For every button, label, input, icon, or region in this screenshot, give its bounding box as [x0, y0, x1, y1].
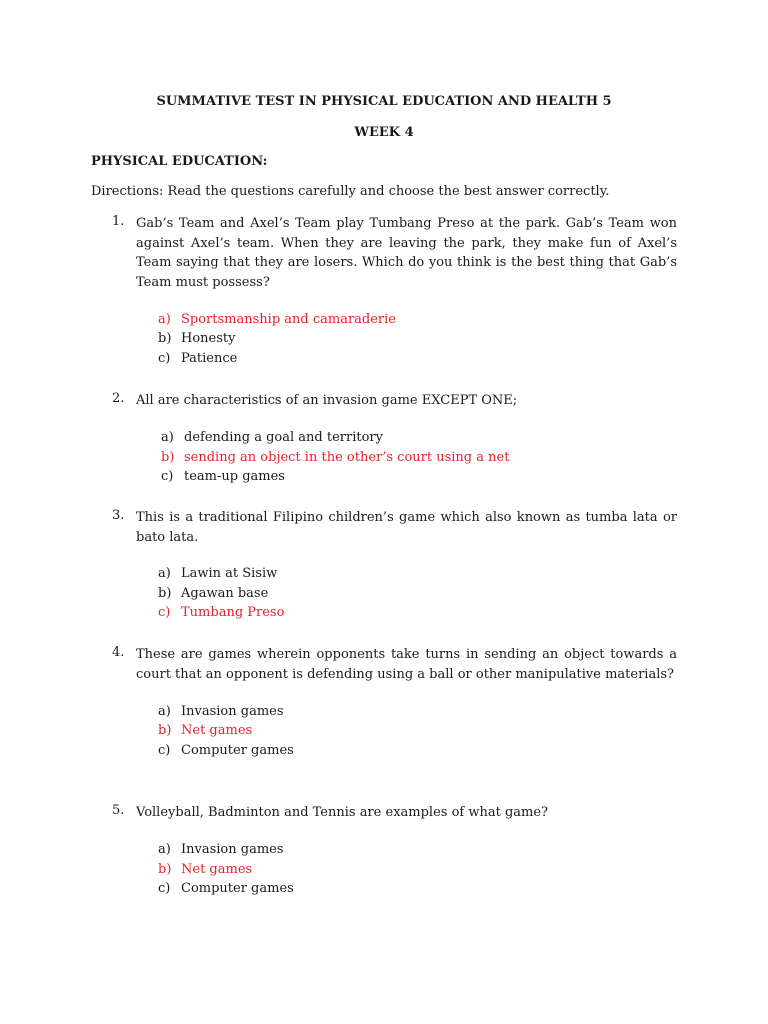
option-text: defending a goal and territory: [184, 430, 383, 445]
option-text: Sportsmanship and camaraderie: [181, 312, 397, 327]
option-text: Net games: [181, 862, 253, 877]
option-label: b): [158, 586, 172, 601]
option-label: c): [158, 605, 171, 620]
option-label: c): [161, 469, 174, 484]
option-label: c): [158, 743, 171, 758]
week-label: WEEK 4: [354, 125, 414, 140]
option-text: Invasion games: [181, 704, 284, 719]
section-heading: PHYSICAL EDUCATION:: [91, 154, 268, 169]
option-a: [158, 704, 284, 719]
option-b: [158, 331, 235, 346]
test-title: SUMMATIVE TEST IN PHYSICAL EDUCATION AND HEALTH 5: [156, 94, 612, 109]
question-number: 3.: [112, 508, 125, 523]
option-text: Computer games: [181, 743, 294, 758]
option-a: [158, 842, 284, 857]
option-c: [158, 881, 294, 896]
option-label: a): [158, 704, 171, 719]
option-c: [158, 605, 284, 620]
question-text: These are games wherein opponents take turns in sending an object towards a court that an opponent is defending using a ball or other manipulative materials?: [136, 647, 677, 682]
question-text: Gab’s Team and Axel’s Team play Tumbang Preso at the park. Gab’s Team won against Axel’s team. When they are leaving the park, they make fun of Axel’s Team saying that they are losers. Which do you think is the best thing that Gab’s Team must possess?: [136, 216, 677, 290]
option-text: Tumbang Preso: [181, 605, 285, 620]
question-text: This is a traditional Filipino children’s game which also known as tumba lata or bato lata.: [136, 510, 677, 545]
option-c: [158, 743, 294, 758]
option-text: Agawan base: [181, 586, 269, 601]
option-label: c): [158, 881, 171, 896]
option-c: [161, 469, 285, 484]
question-text: All are characteristics of an invasion game EXCEPT ONE;: [136, 393, 518, 408]
question-number: 2.: [112, 391, 125, 406]
option-label: b): [158, 331, 172, 346]
option-b: [161, 450, 509, 465]
option-b: [158, 723, 252, 738]
option-label: a): [161, 430, 174, 445]
option-text: team-up games: [184, 469, 285, 484]
option-label: b): [158, 862, 172, 877]
option-text: Invasion games: [181, 842, 284, 857]
option-a: [158, 312, 396, 327]
option-b: [158, 862, 252, 877]
option-a: [161, 430, 383, 445]
option-a: [158, 566, 277, 581]
option-b: [158, 586, 268, 601]
option-text: sending an object in the other’s court using a net: [184, 450, 510, 465]
option-text: Computer games: [181, 881, 294, 896]
question-text: Volleyball, Badminton and Tennis are examples of what game?: [136, 805, 549, 820]
option-text: Lawin at Sisiw: [181, 566, 278, 581]
option-text: Patience: [181, 351, 238, 366]
option-label: c): [158, 351, 171, 366]
option-label: b): [161, 450, 175, 465]
directions-text: Directions: Read the questions carefully and choose the best answer correctly.: [91, 184, 610, 199]
question-number: 1.: [112, 214, 125, 229]
option-label: a): [158, 842, 171, 857]
option-label: a): [158, 566, 171, 581]
option-label: b): [158, 723, 172, 738]
question-number: 4.: [112, 645, 125, 660]
option-text: Honesty: [181, 331, 236, 346]
option-c: [158, 351, 237, 366]
option-label: a): [158, 312, 171, 327]
option-text: Net games: [181, 723, 253, 738]
question-number: 5.: [112, 803, 125, 818]
